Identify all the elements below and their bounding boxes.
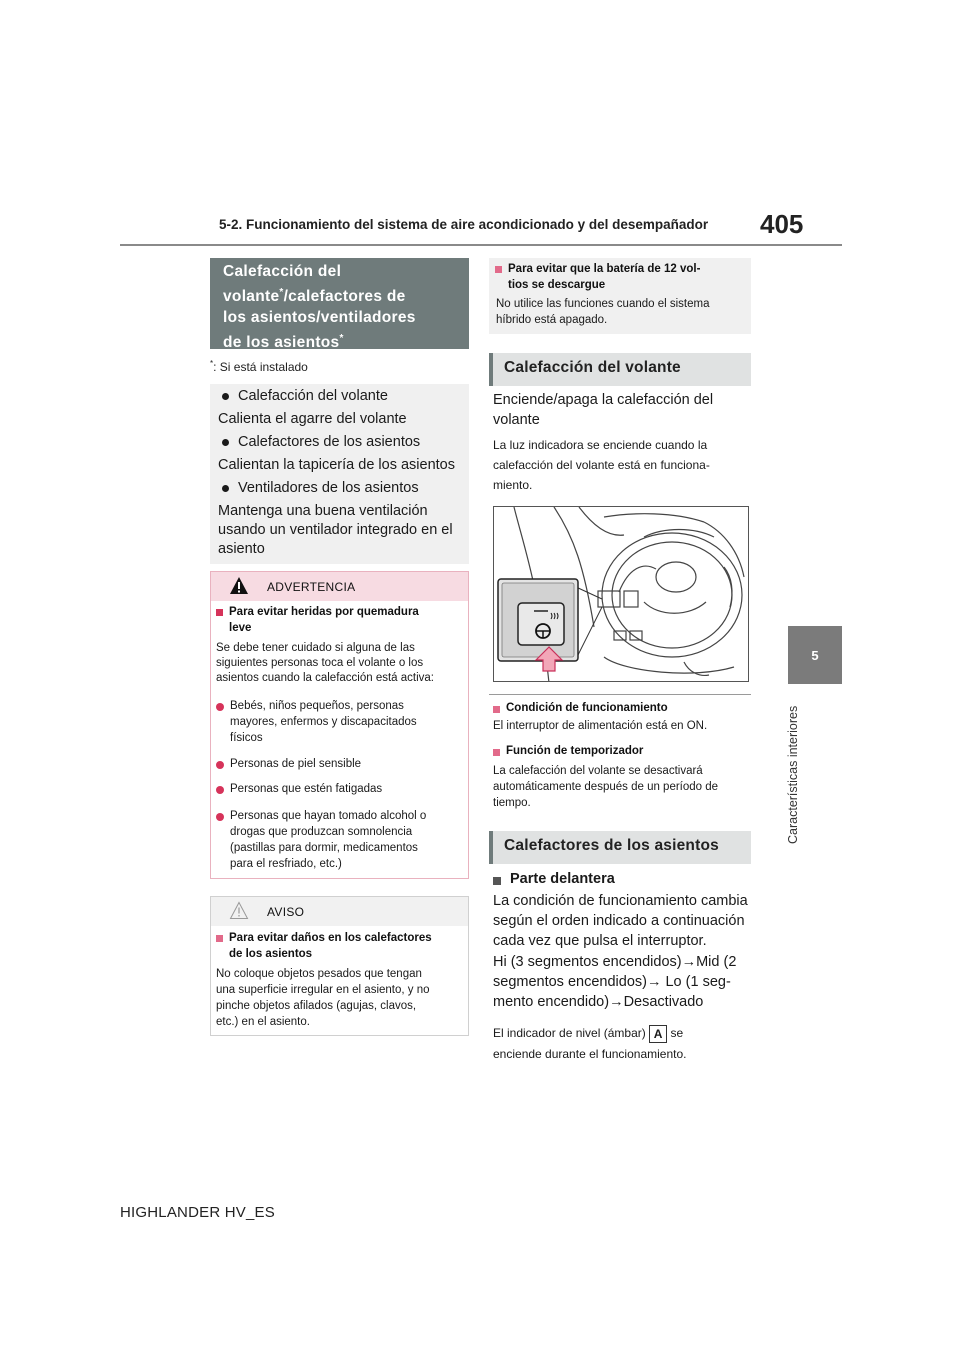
square-bullet-icon xyxy=(493,877,501,885)
timer-title: Función de temporizador xyxy=(506,745,644,757)
caution-subtitle: de los asientos xyxy=(229,948,313,960)
warning-bullet: físicos xyxy=(230,732,263,744)
bullet-icon xyxy=(222,393,229,400)
warning-bullet: (pastillas para dormir, medicamentos xyxy=(230,842,418,854)
page-number: 405 xyxy=(760,209,804,239)
dashboard-illustration xyxy=(494,507,749,682)
battery-subtitle: tios se descargue xyxy=(508,279,606,291)
warning-title: ADVERTENCIA xyxy=(267,580,356,594)
warning-box xyxy=(210,571,469,879)
wheel-text: Enciende/apaga la calefacción del xyxy=(493,392,714,408)
level-text-part: se xyxy=(670,1026,684,1041)
bullet-icon xyxy=(222,485,229,492)
section-heading-text: Calefactores de los asientos xyxy=(504,837,719,854)
warning-bullet: Personas que estén fatigadas xyxy=(230,783,383,795)
dot-bullet-icon xyxy=(216,813,224,821)
dot-bullet-icon xyxy=(216,703,224,711)
warning-triangle-icon xyxy=(229,576,249,595)
feature-summary-box xyxy=(210,384,469,564)
warning-bullet: Personas que hayan tomado alcohol o xyxy=(230,810,427,822)
wheel-text: volante xyxy=(493,412,540,428)
bullet-icon xyxy=(222,439,229,446)
warning-text: siguientes personas toca el volante o los xyxy=(216,657,424,669)
battery-subtitle: Para evitar que la batería de 12 vol- xyxy=(508,263,701,275)
header-divider xyxy=(120,244,842,246)
caution-text: etc.) en el asiento. xyxy=(216,1016,310,1028)
feature-desc: Mantenga una buena ventilación xyxy=(218,503,428,519)
front-text: mento encendido)→Desactivado xyxy=(493,994,704,1010)
warning-bullet: Personas de piel sensible xyxy=(230,758,362,770)
condition-text: El interruptor de alimentación está en ON. xyxy=(493,720,708,732)
battery-text: No utilice las funciones cuando el sistema xyxy=(496,298,710,310)
front-text: La condición de funcionamiento cambia xyxy=(493,893,748,909)
footer-model: HIGHLANDER HV_ES xyxy=(120,1204,275,1221)
front-text: según el orden indicado a continuación xyxy=(493,913,745,929)
section-header-title: 5-2. Funcionamiento del sistema de aire acondicionado y del desempañador xyxy=(219,217,709,232)
feature-desc: Calientan la tapicería de los asientos xyxy=(218,457,455,473)
square-bullet-icon xyxy=(216,609,223,616)
asterisk: * xyxy=(339,333,344,345)
battery-note-box xyxy=(489,258,751,334)
front-text: cada vez que pulsa el interruptor. xyxy=(493,933,707,949)
caution-header xyxy=(211,897,468,926)
heading-line: Calefacción del xyxy=(223,263,342,280)
feature-item: Calefacción del volante xyxy=(238,388,388,404)
wheel-subtext: calefacción del volante está en funciona- xyxy=(493,458,710,472)
level-text-part: El indicador de nivel (ámbar) xyxy=(493,1026,646,1041)
chapter-label-text: Características interiores xyxy=(786,705,800,844)
caution-subtitle: Para evitar daños en los calefactores xyxy=(229,932,432,944)
label-a-badge: A xyxy=(649,1025,667,1043)
timer-text: automáticamente después de un período de xyxy=(493,781,719,793)
feature-desc: usando un ventilador integrado en el xyxy=(218,522,453,538)
warning-text: Se debe tener cuidado si alguna de las xyxy=(216,642,415,654)
front-text: segmentos encendidos)→ Lo (1 seg- xyxy=(493,974,731,990)
footnote-text: : Si está instalado xyxy=(213,360,308,374)
caution-text: No coloque objetos pesados que tengan xyxy=(216,968,422,980)
wheel-subtext: La luz indicadora se enciende cuando la xyxy=(493,438,708,452)
level-text: enciende durante el funcionamiento. xyxy=(493,1047,687,1061)
figure-divider xyxy=(489,694,751,695)
square-bullet-icon xyxy=(216,935,223,942)
section-heading-seat-heaters xyxy=(489,831,751,864)
chapter-number: 5 xyxy=(811,647,819,663)
caution-box xyxy=(210,896,469,1036)
heading-line: de los asientos xyxy=(223,334,340,352)
chapter-label xyxy=(786,692,806,852)
warning-subtitle: leve xyxy=(229,622,252,634)
heading-line: /calefactores de xyxy=(283,288,406,306)
warning-bullet: mayores, enfermos y discapacitados xyxy=(230,716,417,728)
warning-bullet: para el resfriado, etc.) xyxy=(230,858,342,870)
section-heading-heating xyxy=(210,258,469,352)
caution-text: pinche objetos afilados (agujas, clavos, xyxy=(216,1000,417,1012)
square-bullet-icon xyxy=(495,266,502,273)
caution-title: AVISO xyxy=(267,905,305,919)
feature-item: Ventiladores de los asientos xyxy=(238,480,419,496)
steering-heater-switch-illustration xyxy=(493,506,749,682)
feature-item: Calefactores de los asientos xyxy=(238,434,421,450)
timer-text: La calefacción del volante se desactivará xyxy=(493,765,703,777)
caution-triangle-icon xyxy=(229,901,249,920)
caution-text: una superficie irregular en el asiento, y no xyxy=(216,984,430,996)
level-text xyxy=(493,1025,683,1043)
section-heading-text: Calefacción del volante xyxy=(504,359,681,376)
front-text: Hi (3 segmentos encendidos)→Mid (2 xyxy=(493,954,737,970)
warning-bullet: Bebés, niños pequeños, personas xyxy=(230,700,404,712)
feature-desc: asiento xyxy=(218,541,265,557)
warning-bullet: drogas que produzcan somnolencia xyxy=(230,826,413,838)
warning-subtitle: Para evitar heridas por quemadura xyxy=(229,606,419,618)
feature-desc: Calienta el agarre del volante xyxy=(218,411,407,427)
warning-header xyxy=(211,572,468,601)
battery-text: híbrido está apagado. xyxy=(496,314,608,326)
footnote-mark: * xyxy=(210,359,214,368)
dot-bullet-icon xyxy=(216,786,224,794)
chapter-tab xyxy=(788,626,842,684)
section-heading-steering-heater xyxy=(489,353,751,386)
wheel-subtext: miento. xyxy=(493,478,533,492)
timer-text: tiempo. xyxy=(493,797,531,809)
square-bullet-icon xyxy=(493,706,500,713)
footnote xyxy=(210,359,308,374)
heading-line: los asientos/ventiladores xyxy=(223,309,416,327)
dot-bullet-icon xyxy=(216,761,224,769)
front-title: Parte delantera xyxy=(510,871,615,887)
heading-line: volante xyxy=(223,288,280,306)
condition-title: Condición de funcionamiento xyxy=(506,702,668,714)
warning-text: asientos cuando la calefacción está activa: xyxy=(216,672,434,684)
asterisk: * xyxy=(279,287,284,298)
square-bullet-icon xyxy=(493,749,500,756)
